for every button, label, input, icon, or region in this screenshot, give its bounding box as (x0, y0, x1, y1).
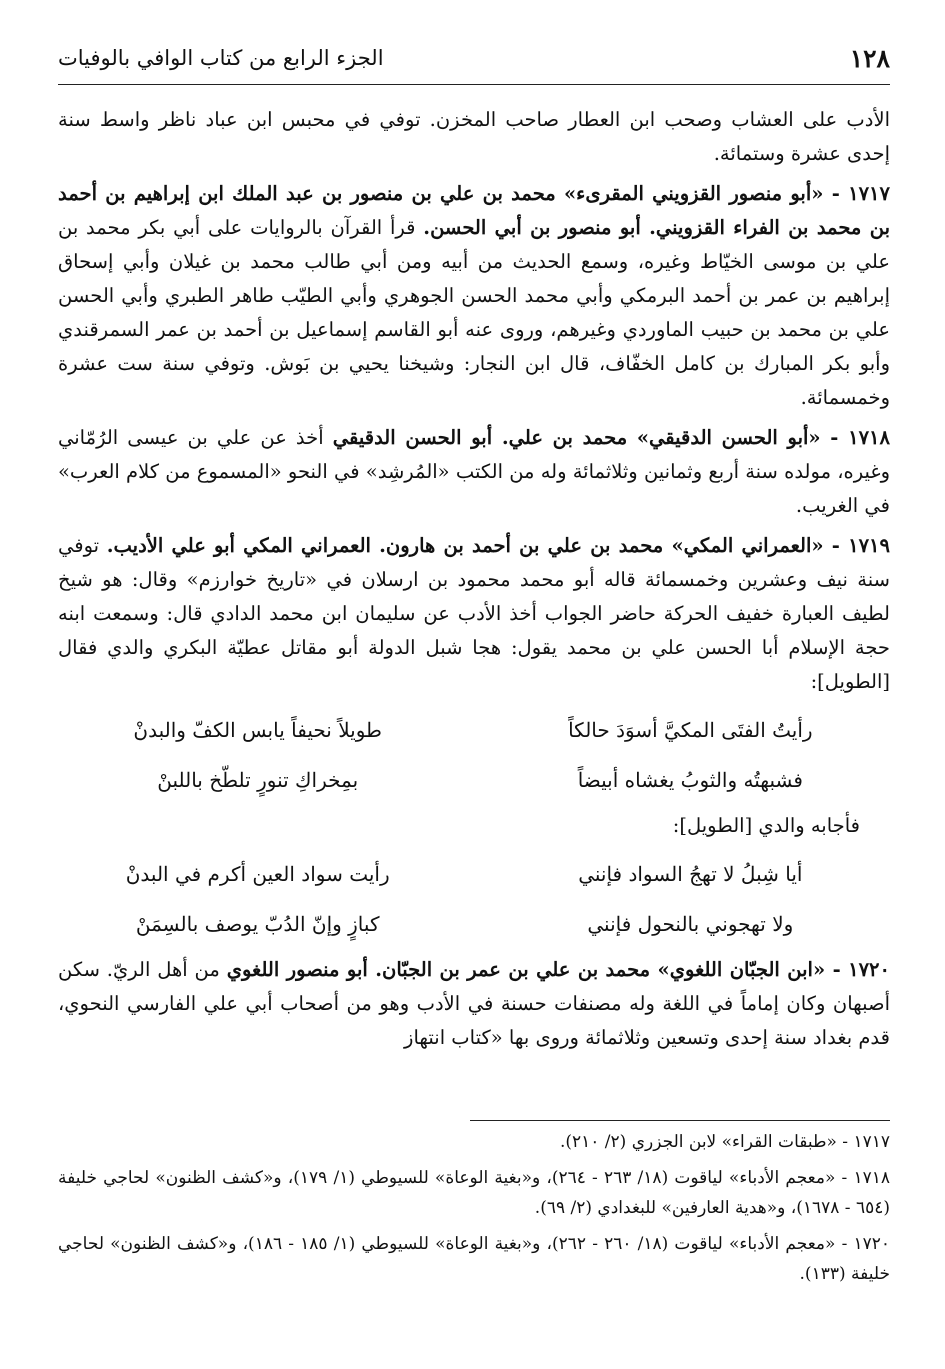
page-header (58, 40, 890, 85)
footnote: ١٧٢٠ - «معجم الأدباء» لياقوت (١٨/ ٢٦٠ - ٢٦٢)، و«بغية الوعاة» للسيوطي (١/ ١٨٥ - ١٨٦)، و«كشف الظنون» لحاجي خليفة (١٣٣). (58, 1234, 890, 1284)
entry-1717 (58, 177, 890, 415)
entry-1719 (58, 529, 890, 699)
entry-text: توفي سنة نيف وعشرين وخمسمائة قاله أبو محمد محمود بن ارسلان في «تاريخ خوارزم» وقال: هو شيخ لطيف العبارة خفيف الحركة حاضر الجواب أخذ الأدب عن سليمان ابن محمد الدادي قال: وسمعت ابنه حجة الإسلام أبا الحسن علي بن محمد يقول: هجا شبل الدولة أبو مقاتل عطيّة البكري والدي فقال [الطويل]: (58, 534, 890, 693)
entry-text: أخذ عن علي بن عيسى الرُمّاني وغيره، مولده سنة أربع وثمانين وثلاثمائة وله من الكتب «المُرشِد» في النحو «المسموع من كلام العرب» في الغريب. (58, 426, 891, 517)
verse-second-hemistich: كبازٍ وإنّ الدُبّ يوصف بالسِمَنْ (135, 912, 380, 936)
footnote: ١٧١٧ - «طبقات القراء» لابن الجزري (٢/ ٢١٠). (559, 1132, 890, 1152)
verse-second-hemistich: رأيت سواد العين أكرم في البدنْ (125, 862, 390, 886)
verse-first-hemistich: فشبهتُه والثوبُ يغشاه أبيضاً (577, 768, 803, 792)
entry-heading: ١٧١٧ - «أبو منصور القزويني المقرىء» محمد بن علي بن منصور بن عبد الملك ابن إبراهيم بن أحمد بن محمد بن الفراء القزويني. أبو منصور بن أبي الحسن. (58, 182, 891, 239)
verse-first-hemistich: ولا تهجوني بالنحول فإنني (587, 912, 794, 936)
entry-heading: ١٧١٩ - «العمراني المكي» محمد بن علي بن أحمد بن هارون. العمراني المكي أبو علي الأديب. (106, 534, 890, 557)
verse-line (58, 755, 890, 805)
verse-second-hemistich: طويلاً نحيفاً يابس الكفّ والبدنْ (133, 718, 382, 742)
footnotes (58, 1120, 890, 1289)
poem-reply (58, 849, 890, 949)
footnote: ١٧١٨ - «معجم الأدباء» لياقوت (١٨/ ٢٦٣ - ٢٦٤)، و«بغية الوعاة» للسيوطي (١/ ١٧٩)، و«كشف الظنون» لحاجي خليفة (٦٥٤ - ١٦٧٨)، و«هدية العارفين» للبغدادي (٢/ ٦٩). (58, 1168, 891, 1218)
entry-heading: ١٧٢٠ - «ابن الجبّان اللغوي» محمد بن علي بن عمر بن الجبّان. أبو منصور اللغوي (226, 958, 891, 981)
entry-1718 (58, 421, 890, 523)
main-text (58, 103, 890, 1055)
entry-heading: ١٧١٨ - «أبو الحسن الدقيقي» محمد بن علي. أبو الحسن الدقيقي (332, 426, 890, 449)
verse-line (58, 705, 890, 755)
entry-text: قرأ القرآن بالروايات على أبي بكر محمد بن علي بن موسى الخيّاط وغيره، وسمع الحديث من أبيه ومن أبي طالب محمد بن غيلان وأبي إسحاق إبراهيم بن عمر بن أحمد البرمكي وأبي محمد الحسن الجوهري وأبي الطيّب طاهر الطبري وأبي الحسن علي بن محمد بن حبيب الماوردي وغيرهم، وروى عنه أبو القاسم إسماعيل بن أحمد بن عمر السمرقندي وأبو بكر المبارك بن كامل الخفّاف، قال ابن النجار: وشيخنا يحيي بن بَوش. وتوفي سنة ست عشرة وخمسمائة. (58, 216, 890, 409)
paragraph-continuation: الأدب على العشاب وصحب ابن العطار صاحب المخزن. توفي في محبس ابن عباد ناظر واسط سنة إحدى عشرة وستمائة. (58, 108, 890, 165)
book-page (58, 40, 890, 1340)
verse-line (58, 849, 890, 899)
reply-intro: فأجابه والدي [الطويل]: (672, 814, 860, 837)
entry-1720 (58, 953, 890, 1055)
verse-line (58, 899, 890, 949)
verse-first-hemistich: رأيتُ الفتَى المكيَّ أسوَدَ حالكاً (568, 718, 813, 742)
page-number: ١٢٨ (849, 44, 890, 73)
footnote-divider (470, 1120, 890, 1121)
verse-first-hemistich: أيا شِبلُ لا تهجُ السواد فإنني (578, 862, 803, 886)
running-title: الجزء الرابع من كتاب الوافي بالوفيات (58, 46, 384, 70)
poem-satire (58, 705, 890, 805)
verse-second-hemistich: بمِخراكِ تنورٍ تلطّخ باللبنْ (157, 768, 359, 792)
entry-text: من أهل الريّ. سكن أصبهان وكان إماماً في اللغة وله مصنفات حسنة في الأدب وهو من أصحاب أبي علي الفارسي النحوي، قدم بغداد سنة إحدى وتسعين وثلاثمائة وروى بها «كتاب انتهاز (58, 958, 890, 1049)
